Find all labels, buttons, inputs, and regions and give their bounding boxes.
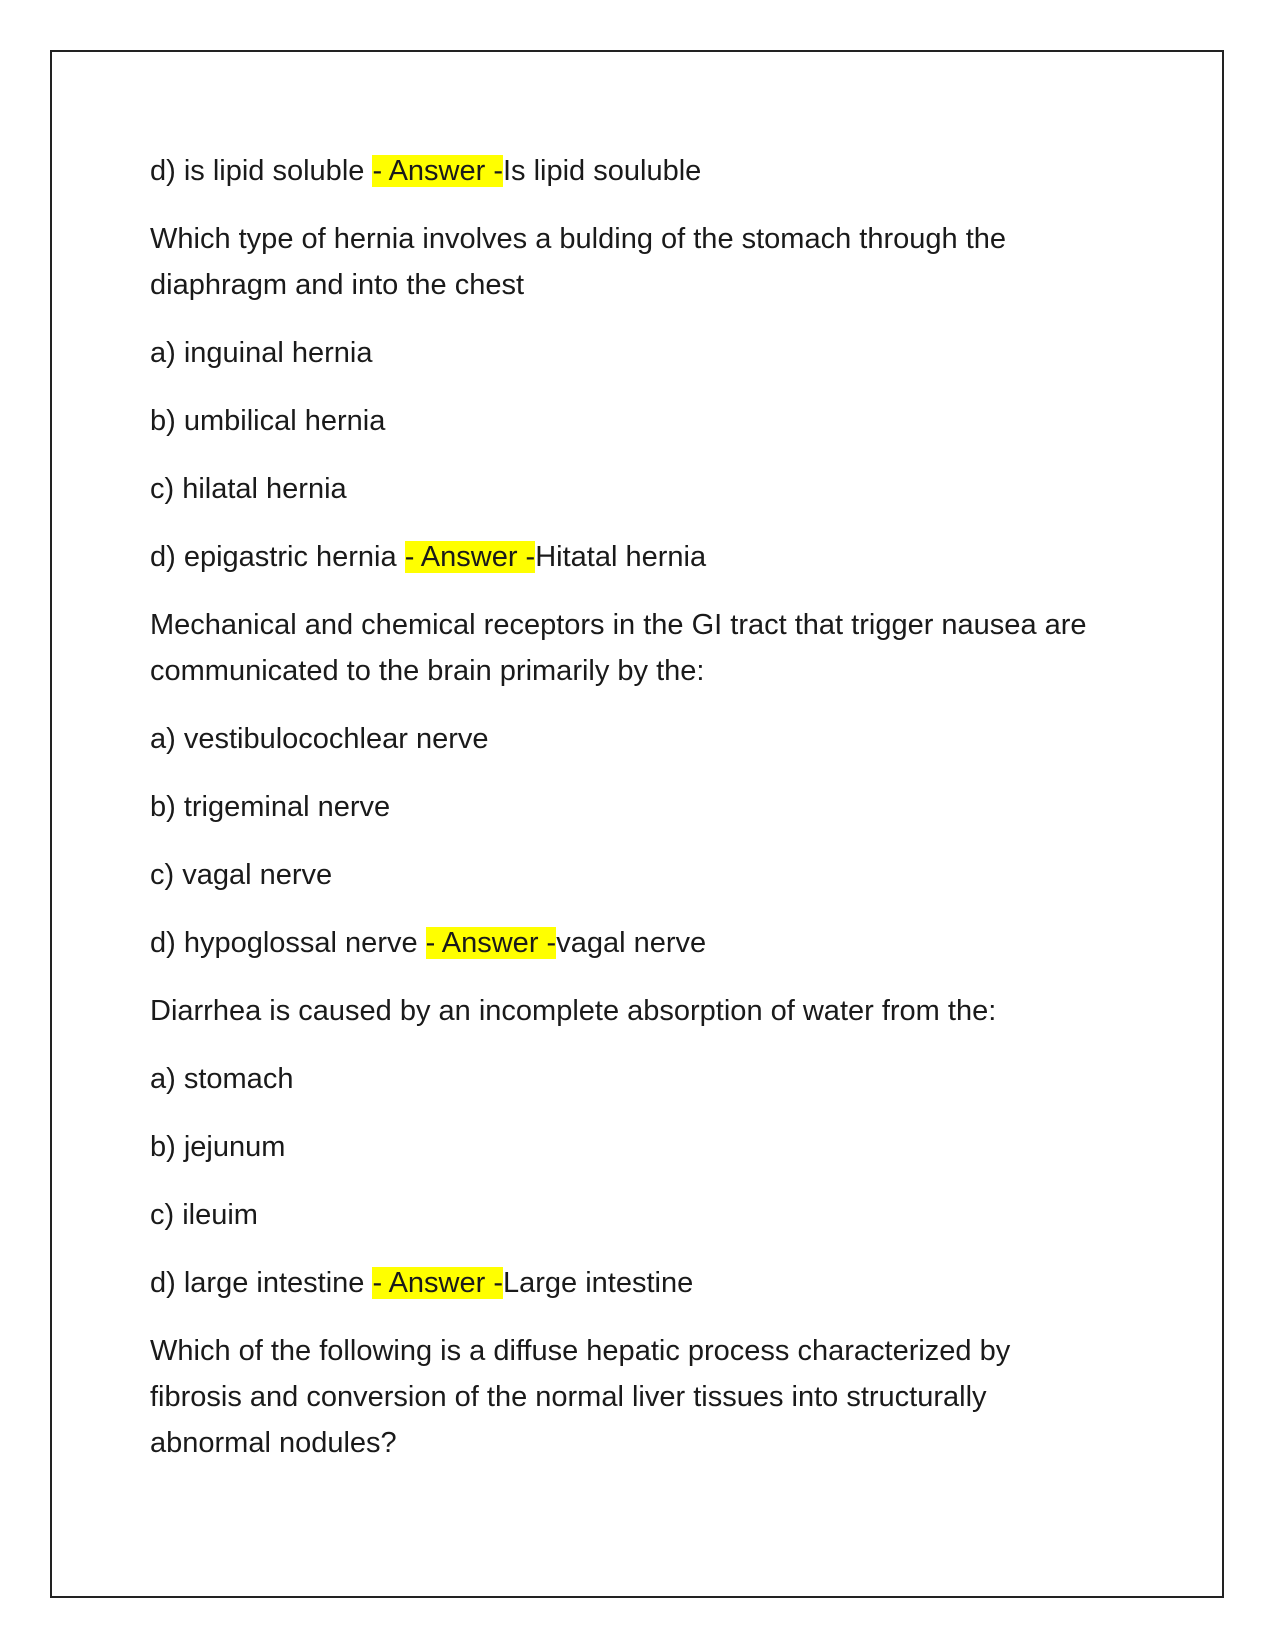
question-text: Which type of hernia involves a bulding of the stomach through the diaphragm and into the chest: [150, 223, 1007, 301]
question-text: Mechanical and chemical receptors in the GI tract that trigger nausea are communicated to the brain primarily by the:: [150, 609, 1087, 687]
answer-highlight: - Answer -: [372, 1267, 503, 1299]
answer-line: d) hypoglossal nerve - Answer -vagal nerve: [150, 927, 707, 959]
option-b: b) umbilical hernia: [150, 405, 386, 437]
answer-highlight: - Answer -: [404, 541, 536, 573]
answer-highlight: - Answer -: [425, 927, 557, 959]
option-b: b) jejunum: [150, 1131, 286, 1163]
option-a: a) inguinal hernia: [150, 337, 373, 369]
answer-line: d) large intestine - Answer -Large intestine: [150, 1267, 694, 1299]
answer-highlight: - Answer -: [372, 155, 503, 187]
option-c: c) ileuim: [150, 1199, 258, 1231]
option-c: c) vagal nerve: [150, 859, 333, 891]
option-a: a) vestibulocochlear nerve: [150, 723, 489, 755]
answer-line: d) is lipid soluble - Answer -Is lipid souluble: [150, 155, 702, 187]
option-a: a) stomach: [150, 1063, 294, 1095]
option-b: b) trigeminal nerve: [150, 791, 391, 823]
answer-line: d) epigastric hernia - Answer -Hitatal hernia: [150, 541, 707, 573]
question-text: Diarrhea is caused by an incomplete absorption of water from the:: [150, 995, 997, 1027]
question-text: Which of the following is a diffuse hepatic process characterized by fibrosis and conversion of the normal liver tissues into structurally abnormal nodules?: [150, 1335, 1011, 1459]
option-c: c) hilatal hernia: [150, 473, 347, 505]
document-body: [150, 148, 1100, 1488]
